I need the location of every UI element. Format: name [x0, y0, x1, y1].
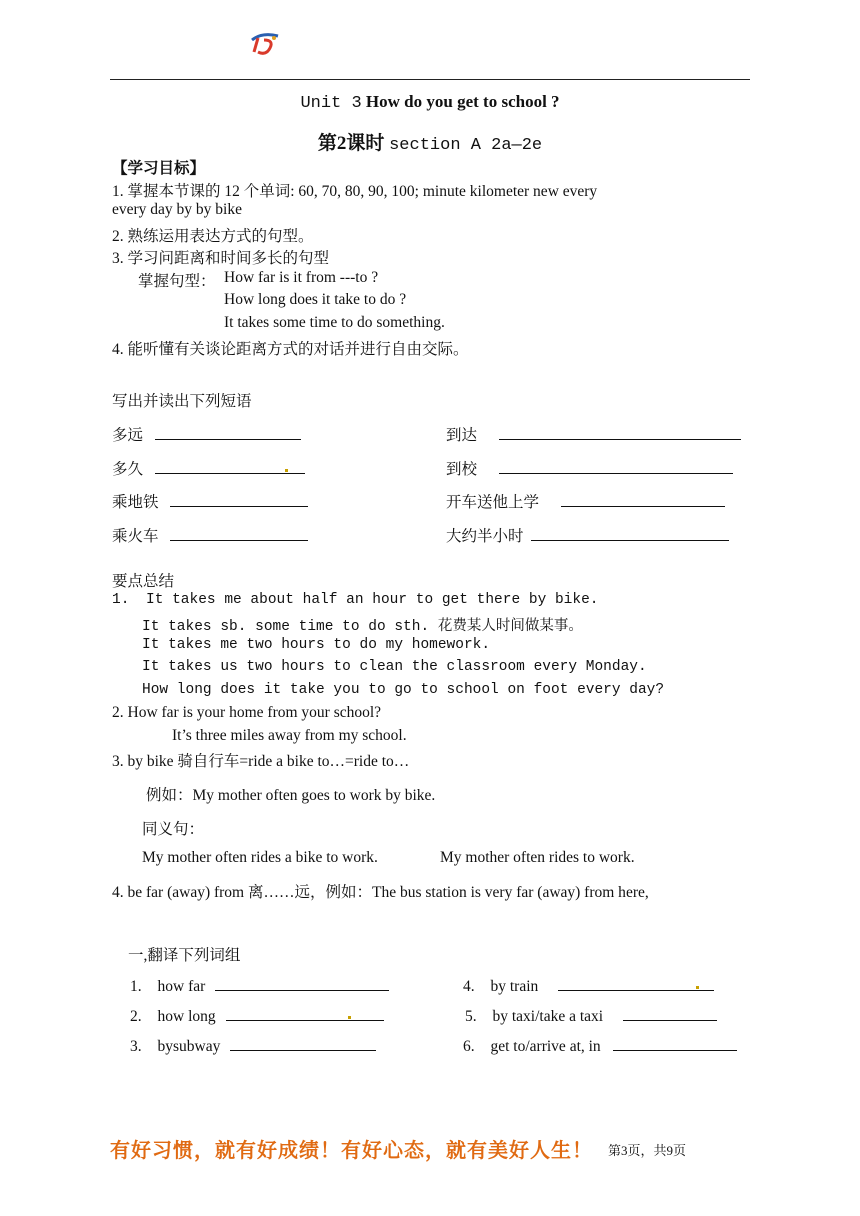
unit-question: How do you get to school ?	[365, 92, 560, 111]
unit-title	[0, 92, 860, 113]
exercise-text: get to/arrive at, in	[490, 1038, 601, 1055]
phrase-label: 开车送他上学	[446, 494, 540, 511]
exercise-item-6	[463, 1036, 737, 1056]
pattern-label: 掌握句型：	[138, 273, 216, 290]
exercise-num: 2.	[130, 1008, 142, 1025]
summary-3-syn-b: My mother often rides to work.	[440, 849, 635, 866]
header-rule	[110, 79, 750, 80]
summary-1-line: It takes me two hours to do my homework.	[142, 637, 491, 653]
phrase-left-4	[112, 524, 308, 546]
lesson-title	[0, 128, 860, 155]
exercise-text: how far	[157, 978, 206, 995]
school-logo-icon	[248, 30, 284, 58]
answer-blank[interactable]	[170, 526, 308, 541]
answer-blank[interactable]	[226, 1006, 384, 1021]
phrase-label: 到达	[446, 427, 478, 444]
exercise-item-3	[130, 1036, 376, 1056]
objective-4: 4. 能听懂有关谈论距离方式的对话并进行自由交际。	[112, 341, 469, 358]
phrases-heading: 写出并读出下列短语	[112, 393, 252, 410]
objective-3: 3. 学习问距离和时间多长的句型	[112, 250, 330, 267]
phrase-left-3	[112, 490, 308, 512]
objectives-heading: 【学习目标】	[112, 160, 206, 177]
exercise-text: how long	[157, 1008, 216, 1025]
answer-blank[interactable]	[561, 492, 725, 507]
phrase-label: 到校	[446, 461, 478, 478]
summary-1-line: How long does it take you to go to school on foot every day?	[142, 682, 665, 698]
exercise-num: 1.	[130, 978, 142, 995]
phrase-right-4	[446, 524, 729, 546]
summary-2-answer: It’s three miles away from my school.	[172, 727, 407, 744]
phrase-right-2	[446, 457, 733, 479]
summary-3-example: 例如：My mother often goes to work by bike.	[146, 787, 436, 804]
answer-blank[interactable]	[499, 425, 741, 440]
phrase-label: 多久	[112, 461, 144, 478]
exercise-text: by taxi/take a taxi	[492, 1008, 604, 1025]
summary-4: 4. be far (away) from 离……远，例如：The bus station is very far (away) from here,	[112, 884, 649, 901]
phrase-label: 乘地铁	[112, 494, 159, 511]
answer-blank[interactable]	[623, 1006, 717, 1021]
lesson-prefix: 第2课时	[317, 133, 385, 154]
answer-blank[interactable]	[215, 976, 389, 991]
exercise-num: 6.	[463, 1038, 475, 1055]
exercise-text: by train	[490, 978, 539, 995]
answer-blank[interactable]	[155, 459, 305, 474]
answer-blank[interactable]	[613, 1036, 737, 1051]
phrase-right-3	[446, 490, 725, 512]
footer-motto: 有好习惯，就有好成绩！有好心态，就有美好人生！	[110, 1138, 593, 1162]
exercise-item-1	[130, 976, 389, 996]
answer-blank[interactable]	[558, 976, 714, 991]
answer-blank[interactable]	[499, 459, 733, 474]
exercise-num: 5.	[465, 1008, 477, 1025]
summary-1-line: It takes us two hours to clean the classroom every Monday.	[142, 659, 647, 675]
objective-2: 2. 熟练运用表达方式的句型。	[112, 228, 314, 245]
phrase-left-2	[112, 457, 305, 479]
exercise-item-2	[130, 1006, 384, 1026]
summary-3-synonym: 同义句：	[142, 821, 205, 838]
pattern-2: How long does it take to do ?	[224, 291, 407, 308]
answer-blank[interactable]	[155, 425, 301, 440]
exercise-num: 4.	[463, 978, 475, 995]
phrase-right-1	[446, 423, 741, 445]
summary-1-num: 1.	[112, 592, 130, 608]
objective-1b: every day by by bike	[112, 201, 242, 218]
summary-2-question: 2. How far is your home from your school?	[112, 704, 382, 721]
phrase-left-1	[112, 423, 301, 445]
answer-blank[interactable]	[170, 492, 308, 507]
pattern-3: It takes some time to do something.	[224, 314, 445, 331]
exercise-item-5	[465, 1006, 717, 1026]
summary-heading: 要点总结	[112, 573, 175, 590]
phrase-label: 乘火车	[112, 528, 159, 545]
answer-blank[interactable]	[531, 526, 729, 541]
exercise-text: bysubway	[157, 1038, 221, 1055]
summary-1-line: It takes me about half an hour to get there by bike.	[146, 592, 599, 608]
exercise-num: 3.	[130, 1038, 142, 1055]
summary-3-syn-a: My mother often rides a bike to work.	[142, 849, 378, 866]
page-number: 第3页，共9页	[608, 1143, 687, 1158]
phrase-label: 多远	[112, 427, 144, 444]
unit-label: Unit 3	[300, 94, 362, 113]
lesson-section: section A 2a—2e	[389, 136, 543, 155]
pattern-1: How far is it from ---to ?	[224, 269, 379, 286]
exercise-item-4	[463, 976, 714, 996]
summary-1-line: It takes sb. some time to do sth. 花费某人时间做某事。	[142, 619, 583, 635]
phrase-label: 大约半小时	[446, 528, 524, 545]
summary-3: 3. by bike 骑自行车=ride a bike to…=ride to…	[112, 753, 410, 770]
answer-blank[interactable]	[230, 1036, 376, 1051]
exercise-heading: 一,翻译下列词组	[128, 947, 241, 964]
objective-1a: 1. 掌握本节课的 12 个单词: 60, 70, 80, 90, 100; minute kilometer new every	[112, 183, 598, 200]
